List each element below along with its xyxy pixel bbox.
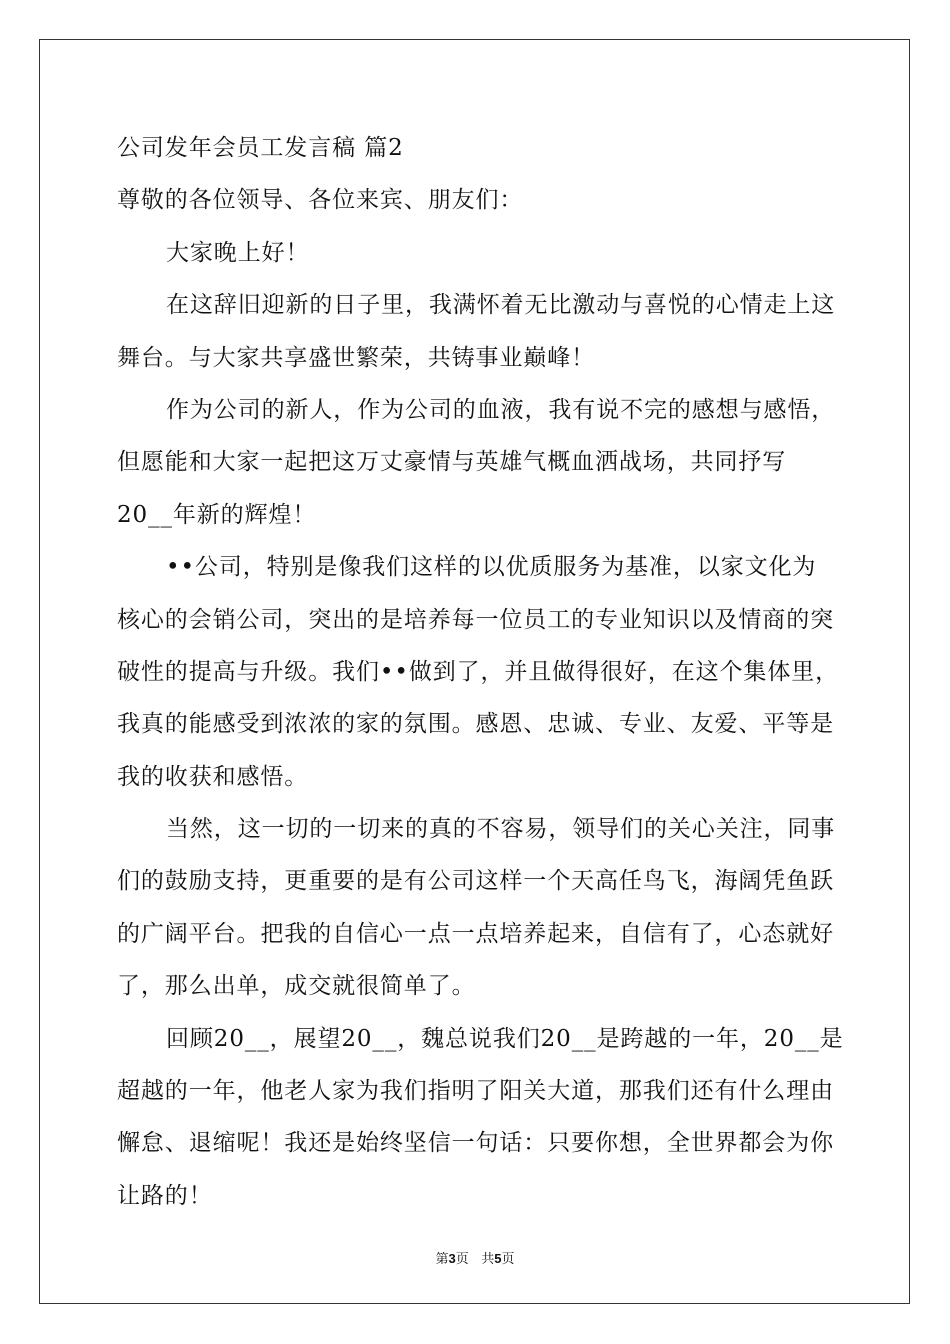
text-line: 作为公司的新人，作为公司的血液，我有说不完的感想与感悟，: [166, 396, 836, 423]
paragraph-lines: [117, 174, 857, 1222]
text-line: 20__年新的辉煌！: [117, 501, 317, 528]
text-line: 我真的能感受到浓浓的家的氛围。感恩、忠诚、专业、友爱、平等是: [117, 711, 834, 738]
text-line: 大家晚上好！: [166, 239, 310, 266]
text-line: 破性的提高与升级。我们••做到了，并且做得很好，在这个集体里，: [117, 658, 840, 685]
text-line: 让路的！: [117, 1182, 213, 1209]
text-line: 回顾20__，展望20__，魏总说我们20__是跨越的一年，20__是: [166, 1025, 844, 1052]
text-line: 尊敬的各位领导、各位来宾、朋友们：: [117, 187, 524, 214]
text-line: ••公司，特别是像我们这样的以优质服务为基准，以家文化为: [166, 554, 817, 581]
total-prefix: 共: [481, 1252, 495, 1267]
text-line: 但愿能和大家一起把这万丈豪情与英雄气概血洒战场，共同抒写: [117, 449, 787, 476]
text-line: 的广阔平台。把我的自信心一点一点培养起来，自信有了，心态就好: [117, 920, 834, 947]
document-body: [117, 122, 857, 1222]
text-line: 当然，这一切的一切来的真的不容易，领导们的关心关注，同事: [166, 816, 836, 843]
page-prefix: 第: [435, 1252, 449, 1267]
document-title: 公司发年会员工发言稿 篇2: [117, 135, 404, 161]
text-line: 了，那么出单，成交就很简单了。: [117, 973, 476, 1000]
text-line: 舞台。与大家共享盛世繁荣，共铸事业巅峰！: [117, 344, 595, 371]
text-line: 核心的会销公司，突出的是培养每一位员工的专业知识以及情商的突: [117, 606, 834, 633]
total-suffix: 页: [501, 1252, 515, 1267]
text-line: 们的鼓励支持，更重要的是有公司这样一个天高任鸟飞，海阔凭鱼跃: [117, 868, 834, 895]
text-line: 我的收获和感悟。: [117, 763, 309, 790]
current-page: 3: [448, 1251, 456, 1266]
text-line: 在这辞旧迎新的日子里，我满怀着无比激动与喜悦的心情走上这: [166, 292, 836, 319]
text-line: 懈怠、退缩呢！我还是始终坚信一句话：只要你想，全世界都会为你: [117, 1130, 834, 1157]
page-footer: [0, 1248, 950, 1267]
total-pages: 5: [494, 1251, 502, 1266]
text-line: 超越的一年，他老人家为我们指明了阳关大道，那我们还有什么理由: [117, 1078, 834, 1105]
page-suffix: 页: [455, 1252, 469, 1267]
